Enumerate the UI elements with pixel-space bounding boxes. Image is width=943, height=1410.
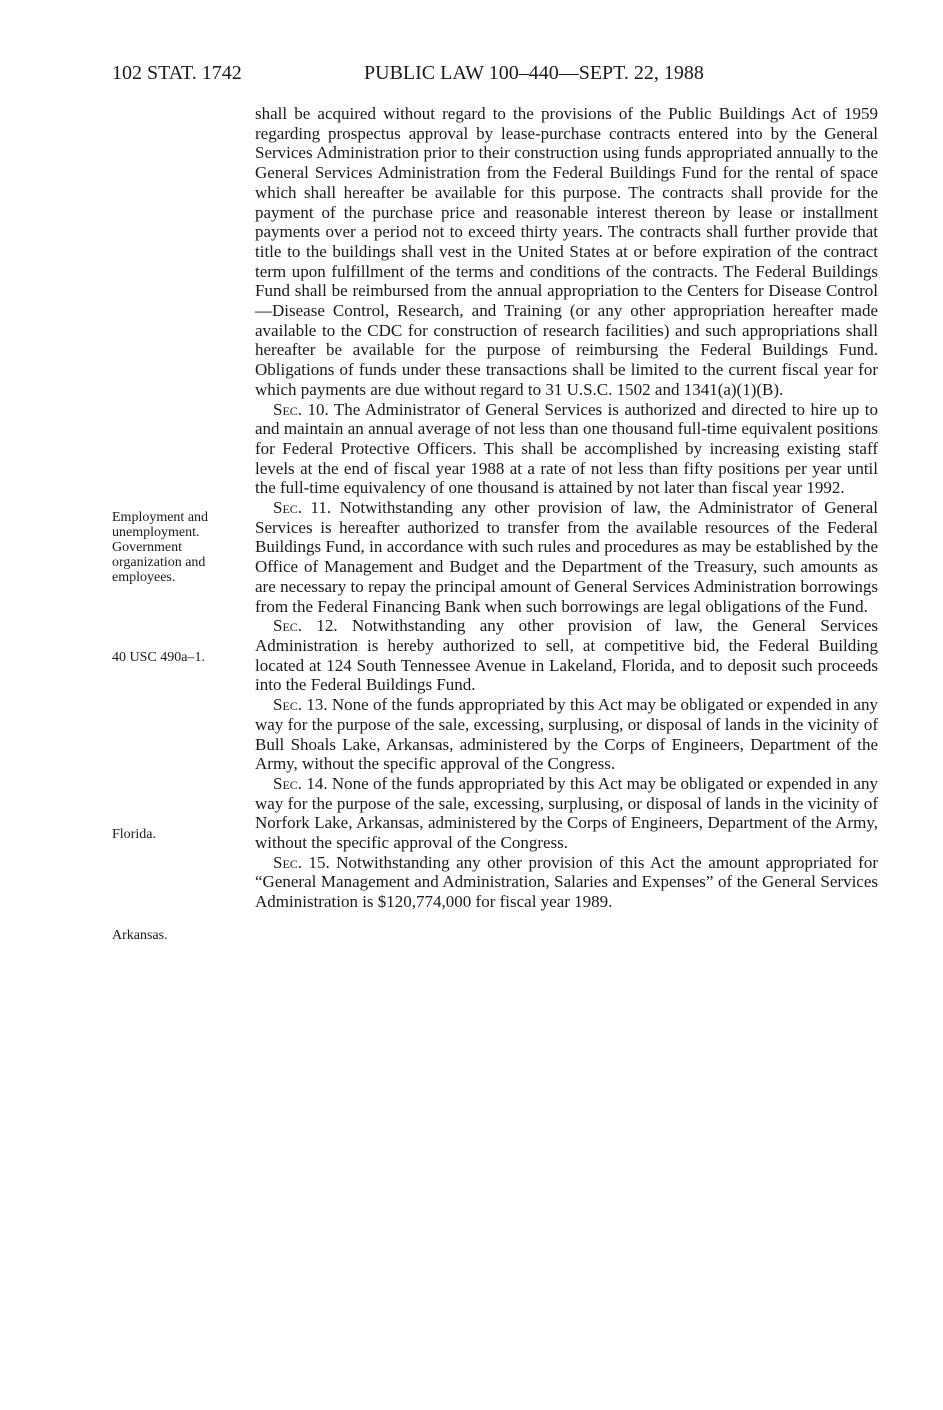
- section-12-text: Notwithstanding any other provision of law, the General Services Administration is hereby authorized to sell, at competitive bid, the Federal Building located at 124 South Tennessee Avenue in Lakeland, Florida, and to deposit such proceeds into the Federal Buildings Fund.: [255, 616, 878, 695]
- section-10-text: The Administrator of General Services is authorized and directed to hire up to and maintain an annual average of not less than one thousand full-time equivalent positions for Federal Protective Officers. This shall be accomplished by increasing existing staff levels at the end of fiscal year 1988 at a rate of not less than fifty positions per year until the full-time equivalency of one thousand is attained by not later than fiscal year 1992.: [255, 399, 878, 498]
- body-text: [255, 104, 878, 912]
- section-10-label: Sec. 10.: [273, 399, 329, 419]
- margin-note-usc-citation: 40 USC 490a–1.: [112, 650, 205, 665]
- stat-page-number: 102 STAT. 1742: [112, 62, 242, 84]
- section-10: [255, 400, 878, 499]
- section-11: [255, 498, 878, 616]
- margin-note-florida: Florida.: [112, 827, 156, 842]
- margin-note-employment: Employment and unemployment. Government organization and employees.: [112, 510, 209, 585]
- section-12-label: Sec. 12.: [273, 616, 338, 636]
- continued-paragraph: shall be acquired without regard to the provisions of the Public Buildings Act of 1959 regarding prospectus approval by lease-purchase contracts entered into by the General Services Administration prior to their construction using funds appropriated annually to the General Services Administration from the Federal Buildings Fund for the rental of space which shall hereafter be available for this purpose. The contracts shall provide for the payment of the purchase price and reasonable interest thereon by lease or installment payments over a period not to exceed thirty years. The contracts shall further provide that title to the buildings shall vest in the United States at or before expiration of the contract term upon fulfillment of the terms and conditions of the contracts. The Federal Buildings Fund shall be reimbursed from the annual appropriation to the Centers for Disease Control—Disease Control, Research, and Training (or any other appropriation hereafter made available to the CDC for construction of research facilities) and such appropriations shall hereafter be available for the purpose of reimbursing the Federal Buildings Fund. Obligations of funds under these transactions shall be limited to the current fiscal year for which payments are due without regard to 31 U.S.C. 1502 and 1341(a)(1)(B).: [255, 104, 878, 399]
- section-13: [255, 695, 878, 774]
- section-15-text: Notwithstanding any other provision of this Act the amount appropriated for “General Management and Administration, Salaries and Expenses” of the General Services Administration is $120,774,000 for fiscal year 1989.: [255, 852, 878, 912]
- section-11-text: Notwithstanding any other provision of law, the Administrator of General Services is hereafter authorized to transfer from the available resources of the Federal Buildings Fund, in accordance with such rules and procedures as may be established by the Office of Management and Budget and the Department of the Treasury, such amounts as are necessary to repay the principal amount of General Services Administration borrowings from the Federal Financing Bank when such borrowings are legal obligations of the Fund.: [255, 498, 878, 616]
- section-13-text: None of the funds appropriated by this Act may be obligated or expended in any way for the purpose of the sale, excessing, surplusing, or disposal of lands in the vicinity of Bull Shoals Lake, Arkansas, administered by the Corps of Engineers, Department of the Army, without the specific approval of the Congress.: [255, 695, 878, 774]
- section-12: [255, 616, 878, 695]
- section-14: [255, 774, 878, 853]
- section-13-label: Sec. 13.: [273, 695, 328, 715]
- section-14-text: None of the funds appropriated by this Act may be obligated or expended in any way for the purpose of the sale, excessing, surplusing, or disposal of lands in the vicinity of Norfork Lake, Arkansas, administered by the Corps of Engineers, Department of the Army, without the specific approval of the Congress.: [255, 773, 878, 853]
- section-11-label: Sec. 11.: [273, 498, 332, 518]
- margin-note-arkansas: Arkansas.: [112, 928, 168, 943]
- public-law-citation: PUBLIC LAW 100–440—SEPT. 22, 1988: [364, 62, 704, 84]
- running-head: [112, 60, 942, 86]
- section-14-label: Sec. 14.: [273, 773, 328, 793]
- section-15-label: Sec. 15.: [273, 852, 330, 872]
- section-15: [255, 853, 878, 912]
